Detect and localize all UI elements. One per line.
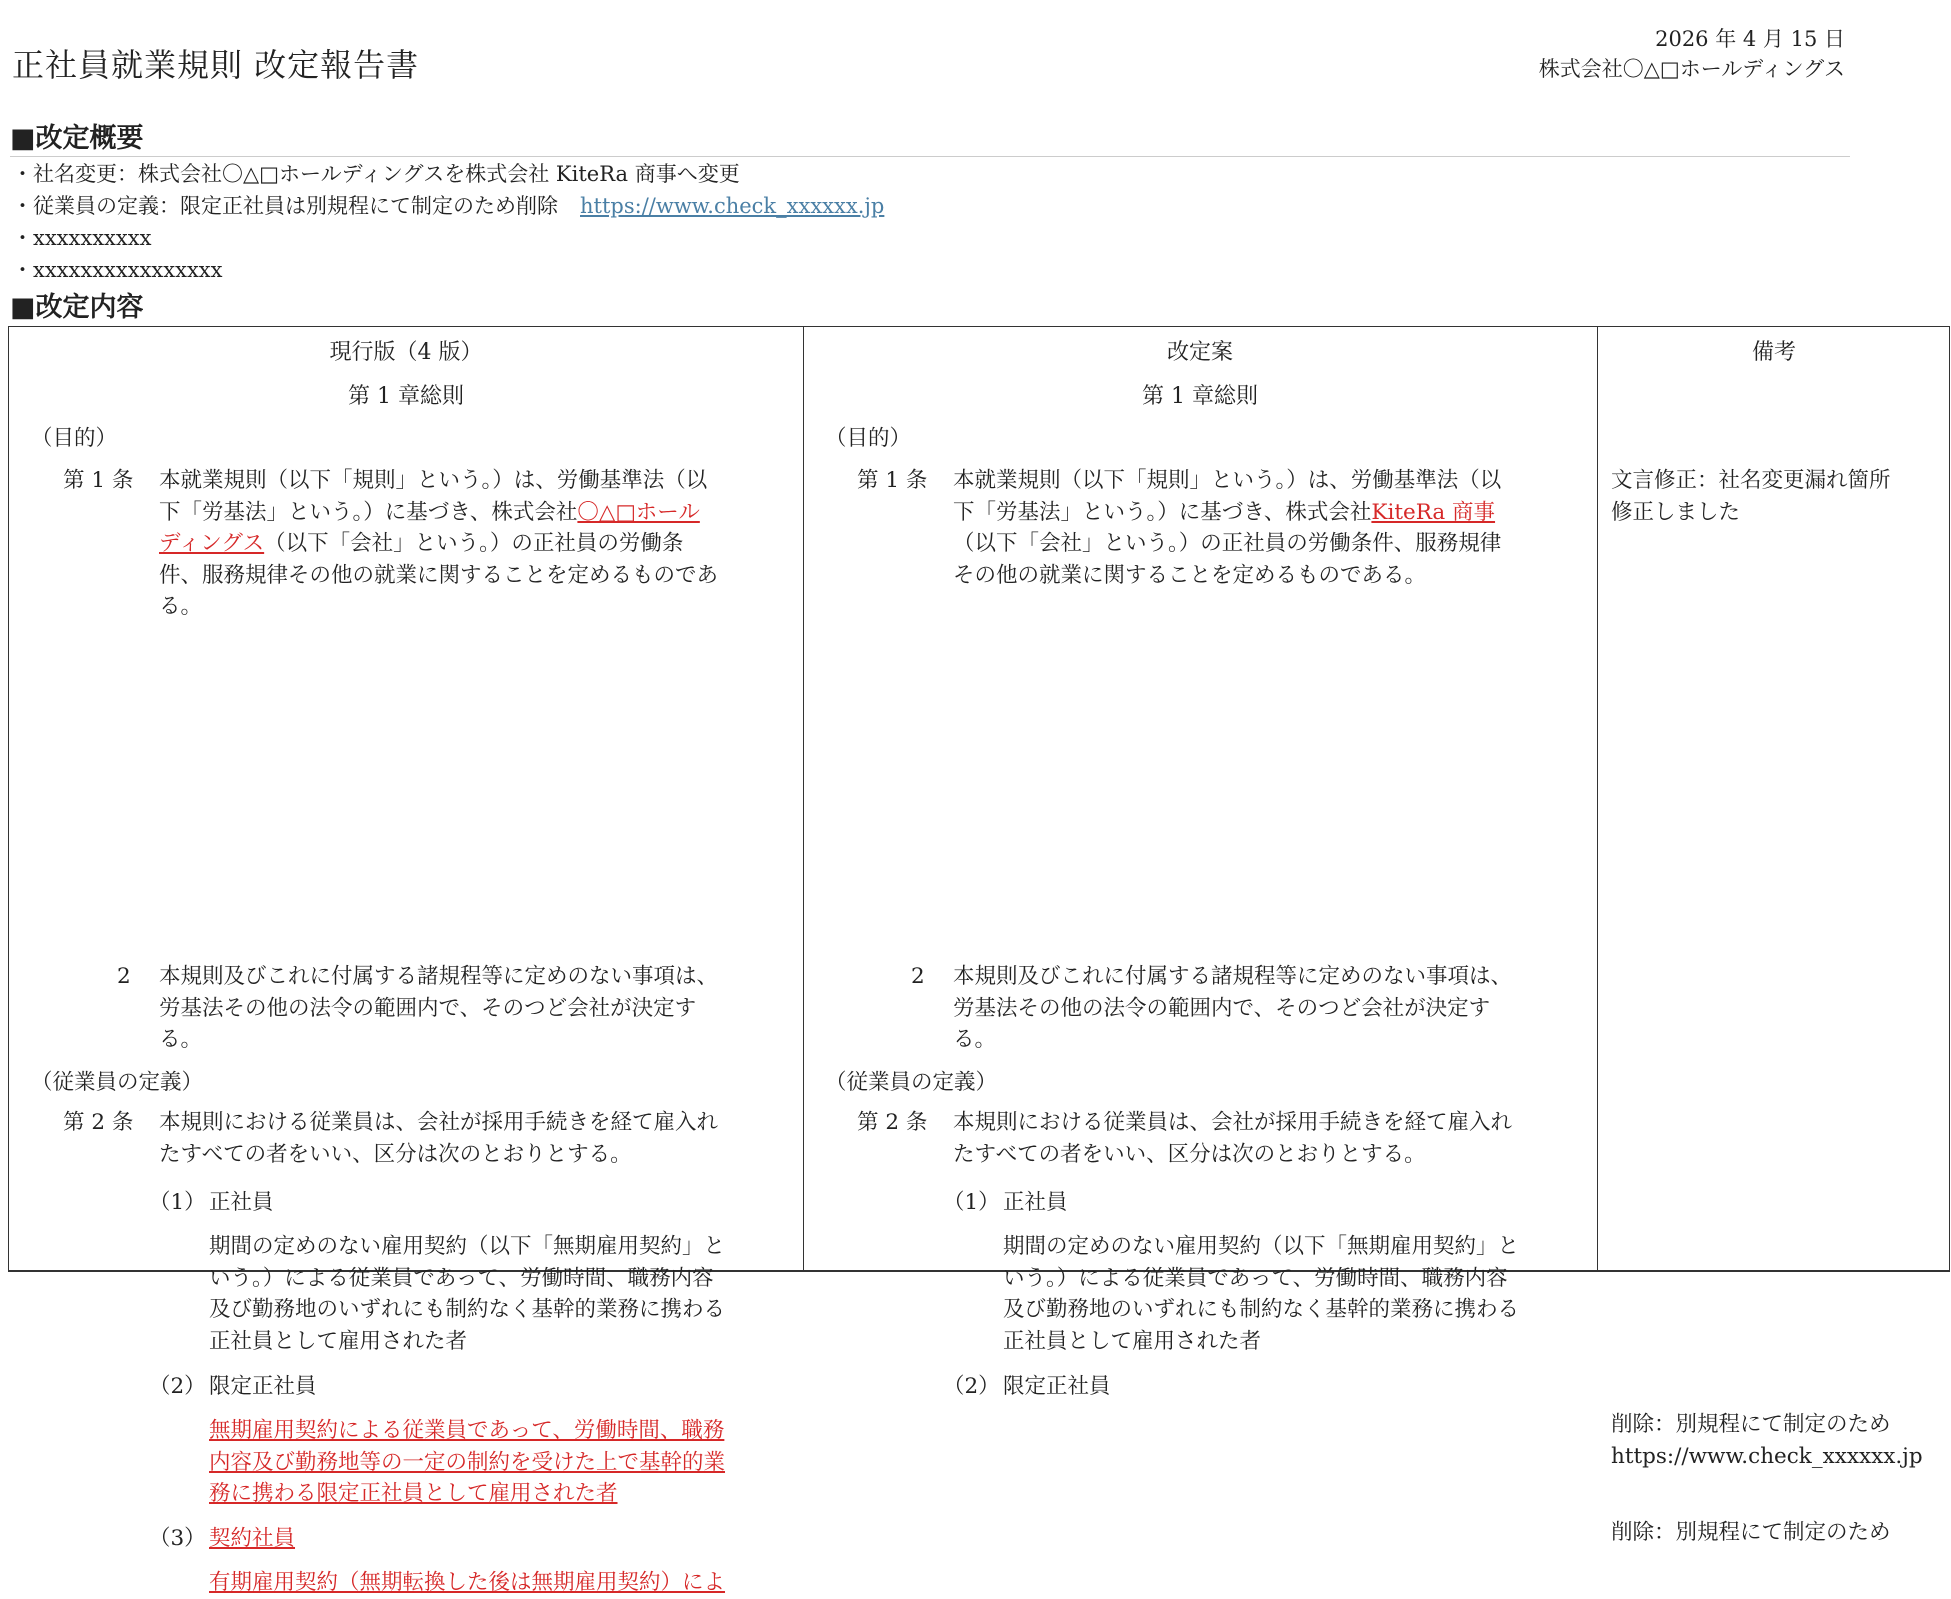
current-version-column [9,327,804,1595]
revision-table [8,326,1950,1595]
item-1-text: 期間の定めのない雇用契約（以下「無期雇用契約」と いう。）による従業員であって、労働時間、職務内容 及び勤務地のいずれにも制約なく基幹的業務に携わる 正社員として雇用された者 [209,1234,726,1354]
overview-item: ・社名変更：株式会社〇△□ホールディングスを株式会社 KiteRa 商事へ変更 [12,162,740,186]
overview-item: ・xxxxxxxxxx [12,226,152,250]
page-title: 正社員就業規則 改定報告書 [12,46,420,84]
check-link[interactable]: https://www.check_xxxxxx.jp [580,194,885,218]
note-delete-limited: 削除：別規程にて制定のため https://www.check_xxxxxx.jp [1611,1412,1923,1469]
deleted-company-name: 〇△□ホール [577,499,700,525]
item-3-number: （3） [149,1526,206,1551]
note-delete-contract: 削除：別規程にて制定のため [1611,1520,1891,1545]
article-2-text: 本規則における従業員は、会社が採用手続きを経て雇入れ たすべての者をいい、区分は次のとおりとする。 [159,1110,719,1167]
article-2-text: 本規則における従業員は、会社が採用手続きを経て雇入れ たすべての者をいい、区分は次のとおりとする。 [953,1110,1513,1167]
item-1-label: 正社員 [1003,1190,1068,1215]
article-1-text-current: 本就業規則（以下「規則」という。）は、労働基準法（以 下「労基法」という。）に基づき、株式会社〇△□ホール ディングス（以下「会社」という。）の正社員の労働条 件、服務規律その他の就業に関することを定めるものであ る。 [159,468,719,619]
definition-label: （従業員の定義） [825,1070,998,1095]
paragraph-2-number: 2 [911,964,925,989]
deleted-company-name: ディングス [159,531,265,556]
chapter-title: 第 1 章総則 [348,384,464,409]
new-company-name: KiteRa 商事 [1371,499,1496,525]
paragraph-2-text: 本規則及びこれに付属する諸規程等に定めのない事項は、 労基法その他の法令の範囲内で、そのつど会社が決定す る。 [953,964,1513,1052]
item-1-label: 正社員 [209,1190,274,1215]
item-1-number: （1） [149,1190,206,1215]
column-header-proposed: 改定案 [1166,340,1233,365]
article-1-label: 第 1 条 [63,468,134,493]
item-2-number: （2） [149,1374,206,1399]
overview-item: ・xxxxxxxxxxxxxxxx [12,258,223,282]
paragraph-2-text: 本規則及びこれに付属する諸規程等に定めのない事項は、 労基法その他の法令の範囲内で、そのつど会社が決定す る。 [159,964,719,1052]
report-date: 2026 年 4 月 15 日 [1655,27,1845,51]
overview-heading: ■改定概要 [10,123,144,154]
overview-item: ・従業員の定義：限定正社員は別規程にて制定のため削除 https://www.check_xxxxxx.jp [12,194,885,218]
item-3-text-deleted: 有期雇用契約（無期転換した後は無期雇用契約）によ [209,1570,726,1595]
overview-list [12,158,884,286]
proposed-version-column [803,327,1598,1399]
company-name: 株式会社〇△□ホールディングス [1538,57,1845,81]
item-1-text: 期間の定めのない雇用契約（以下「無期雇用契約」と いう。）による従業員であって、労働時間、職務内容 及び勤務地のいずれにも制約なく基幹的業務に携わる 正社員として雇用された者 [1003,1234,1520,1354]
item-2-label: 限定正社員 [209,1374,317,1399]
header-meta [1539,24,1845,84]
purpose-label: （目的） [825,426,912,451]
item-2-number: （2） [943,1374,1000,1399]
article-1-label: 第 1 条 [857,468,928,493]
column-header-notes: 備考 [1751,340,1796,365]
purpose-label: （目的） [31,426,118,451]
overview-divider [10,156,1850,157]
item-3-label-deleted: 契約社員 [209,1526,296,1551]
chapter-title: 第 1 章総則 [1142,384,1258,409]
contents-heading: ■改定内容 [10,292,144,323]
article-1-text-proposed: 本就業規則（以下「規則」という。）は、労働基準法（以 下「労基法」という。）に基づき、株式会社KiteRa 商事 （以下「会社」という。）の正社員の労働条件、服務規律 その他の就業に関することを定めるものである。 [953,468,1502,588]
item-2-text-deleted: 無期雇用契約による従業員であって、労働時間、職務 内容及び勤務地等の一定の制約を受けた上で基幹的業 務に携わる限定正社員として雇用された者 [209,1418,726,1506]
item-2-label: 限定正社員 [1003,1374,1111,1399]
article-2-label: 第 2 条 [63,1110,134,1135]
item-1-number: （1） [943,1190,1000,1215]
paragraph-2-number: 2 [117,964,131,989]
column-header-current: 現行版（4 版） [329,340,483,365]
definition-label: （従業員の定義） [31,1070,204,1095]
article-2-label: 第 2 条 [857,1110,928,1135]
notes-column [1597,327,1951,1545]
note-rename: 文言修正：社名変更漏れ箇所 修正しました [1611,468,1891,525]
